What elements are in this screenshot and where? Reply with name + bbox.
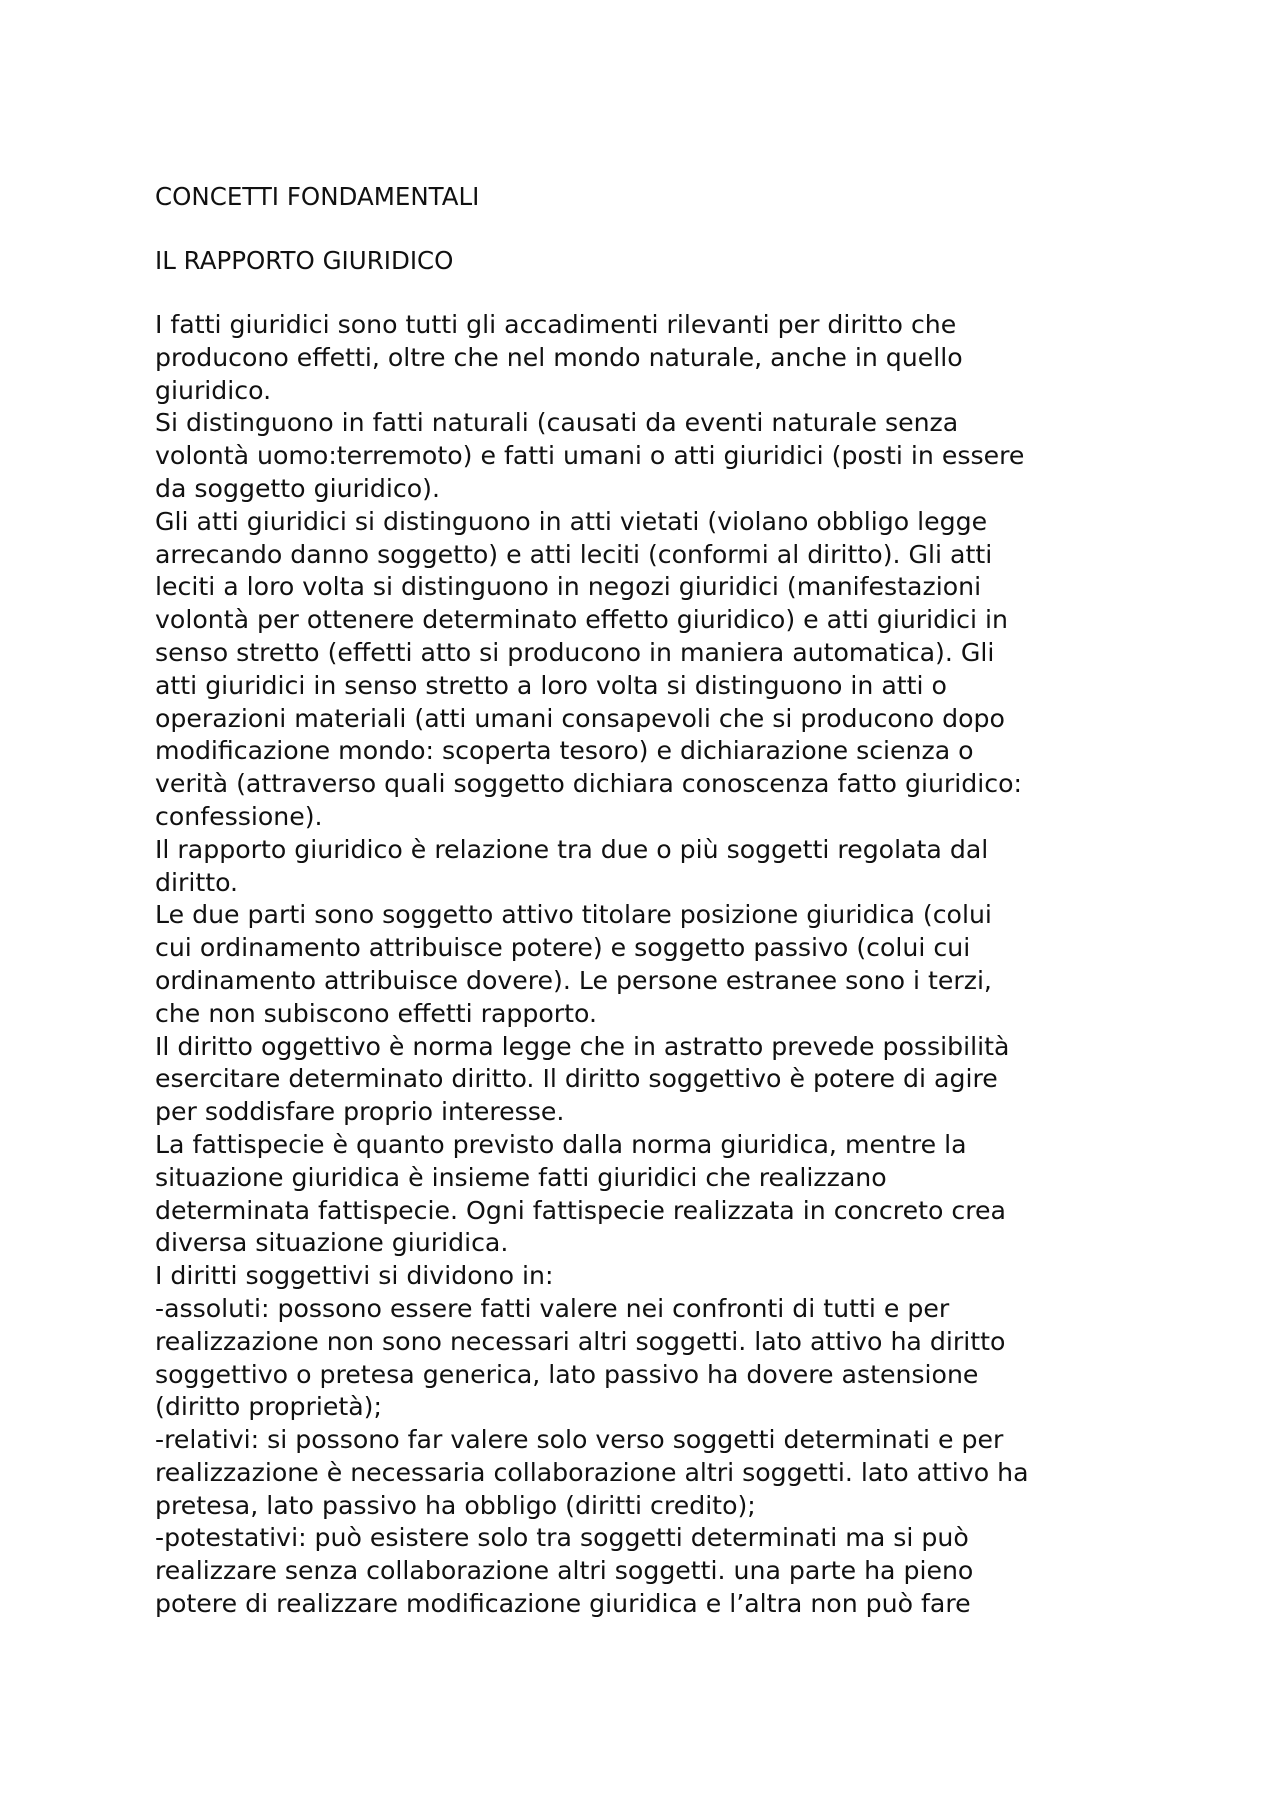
document-content (155, 181, 1135, 1621)
text-line: che non subiscono effetti rapporto. (155, 998, 597, 1028)
text-line: I diritti soggettivi si dividono in: (155, 1261, 554, 1291)
text-line: ordinamento attribuisce dovere). Le persone estranee sono i terzi, (155, 965, 992, 995)
text-line: soggettivo o pretesa generica, lato passivo ha dovere astensione (155, 1359, 979, 1389)
text-line: Gli atti giuridici si distinguono in atti vietati (violano obbligo legge (155, 506, 988, 536)
text-line: diversa situazione giuridica. (155, 1228, 509, 1258)
text-line: diritto. (155, 867, 239, 897)
text-line: realizzare senza collaborazione altri soggetti. una parte ha pieno (155, 1556, 974, 1586)
text-line: (diritto proprietà); (155, 1392, 382, 1422)
text-line: confessione). (155, 801, 323, 831)
text-line: giuridico. (155, 375, 272, 405)
text-line: pretesa, lato passivo ha obbligo (diritti credito); (155, 1490, 756, 1520)
document-title: CONCETTI FONDAMENTALI (155, 182, 480, 211)
text-line: potere di realizzare modificazione giuridica e l’altra non può fare (155, 1589, 971, 1619)
text-line: I fatti giuridici sono tutti gli accadimenti rilevanti per diritto che (155, 310, 957, 339)
text-line: Si distinguono in fatti naturali (causati da eventi naturale senza (155, 408, 959, 438)
text-line: esercitare determinato diritto. Il diritto soggettivo è potere di agire (155, 1064, 998, 1094)
text-line: senso stretto (effetti atto si producono in maniera automatica). Gli (155, 637, 995, 667)
text-line: -relativi: si possono far valere solo verso soggetti determinati e per (155, 1425, 1004, 1455)
text-line: La fattispecie è quanto previsto dalla norma giuridica, mentre la (155, 1129, 967, 1159)
text-line: da soggetto giuridico). (155, 473, 440, 503)
text-line: realizzazione non sono necessari altri soggetti. lato attivo ha diritto (155, 1326, 1006, 1356)
text-line: volontà per ottenere determinato effetto giuridico) e atti giuridici in (155, 605, 1008, 635)
text-line: cui ordinamento attribuisce potere) e soggetto passivo (colui cui (155, 933, 971, 963)
text-line: Le due parti sono soggetto attivo titolare posizione giuridica (colui (155, 900, 992, 930)
text-line: -potestativi: può esistere solo tra soggetti determinati ma si può (155, 1523, 969, 1553)
text-line: producono effetti, oltre che nel mondo naturale, anche in quello (155, 342, 963, 372)
text-line: situazione giuridica è insieme fatti giuridici che realizzano (155, 1162, 887, 1192)
text-line: Il diritto oggettivo è norma legge che in astratto prevede possibilità (155, 1031, 1010, 1061)
text-line: volontà uomo:terremoto) e fatti umani o atti giuridici (posti in essere (155, 441, 1025, 471)
text-line: arrecando danno soggetto) e atti leciti (conformi al diritto). Gli atti (155, 539, 993, 569)
text-line: per soddisfare proprio interesse. (155, 1097, 565, 1127)
section-title: IL RAPPORTO GIURIDICO (155, 246, 454, 275)
text-line: determinata fattispecie. Ogni fattispecie realizzata in concreto crea (155, 1195, 1006, 1225)
text-line: Il rapporto giuridico è relazione tra due o più soggetti regolata dal (155, 834, 989, 864)
body-text (155, 309, 1135, 1621)
text-line: -assoluti: possono essere fatti valere nei confronti di tutti e per (155, 1293, 950, 1323)
text-line: atti giuridici in senso stretto a loro volta si distinguono in atti o (155, 670, 947, 700)
text-line: verità (attraverso quali soggetto dichiara conoscenza fatto giuridico: (155, 769, 1022, 799)
text-line: leciti a loro volta si distinguono in negozi giuridici (manifestazioni (155, 572, 982, 602)
text-line: operazioni materiali (atti umani consapevoli che si producono dopo (155, 703, 1005, 733)
text-line: realizzazione è necessaria collaborazione altri soggetti. lato attivo ha (155, 1457, 1029, 1487)
text-line: modificazione mondo: scoperta tesoro) e dichiarazione scienza o (155, 736, 974, 766)
